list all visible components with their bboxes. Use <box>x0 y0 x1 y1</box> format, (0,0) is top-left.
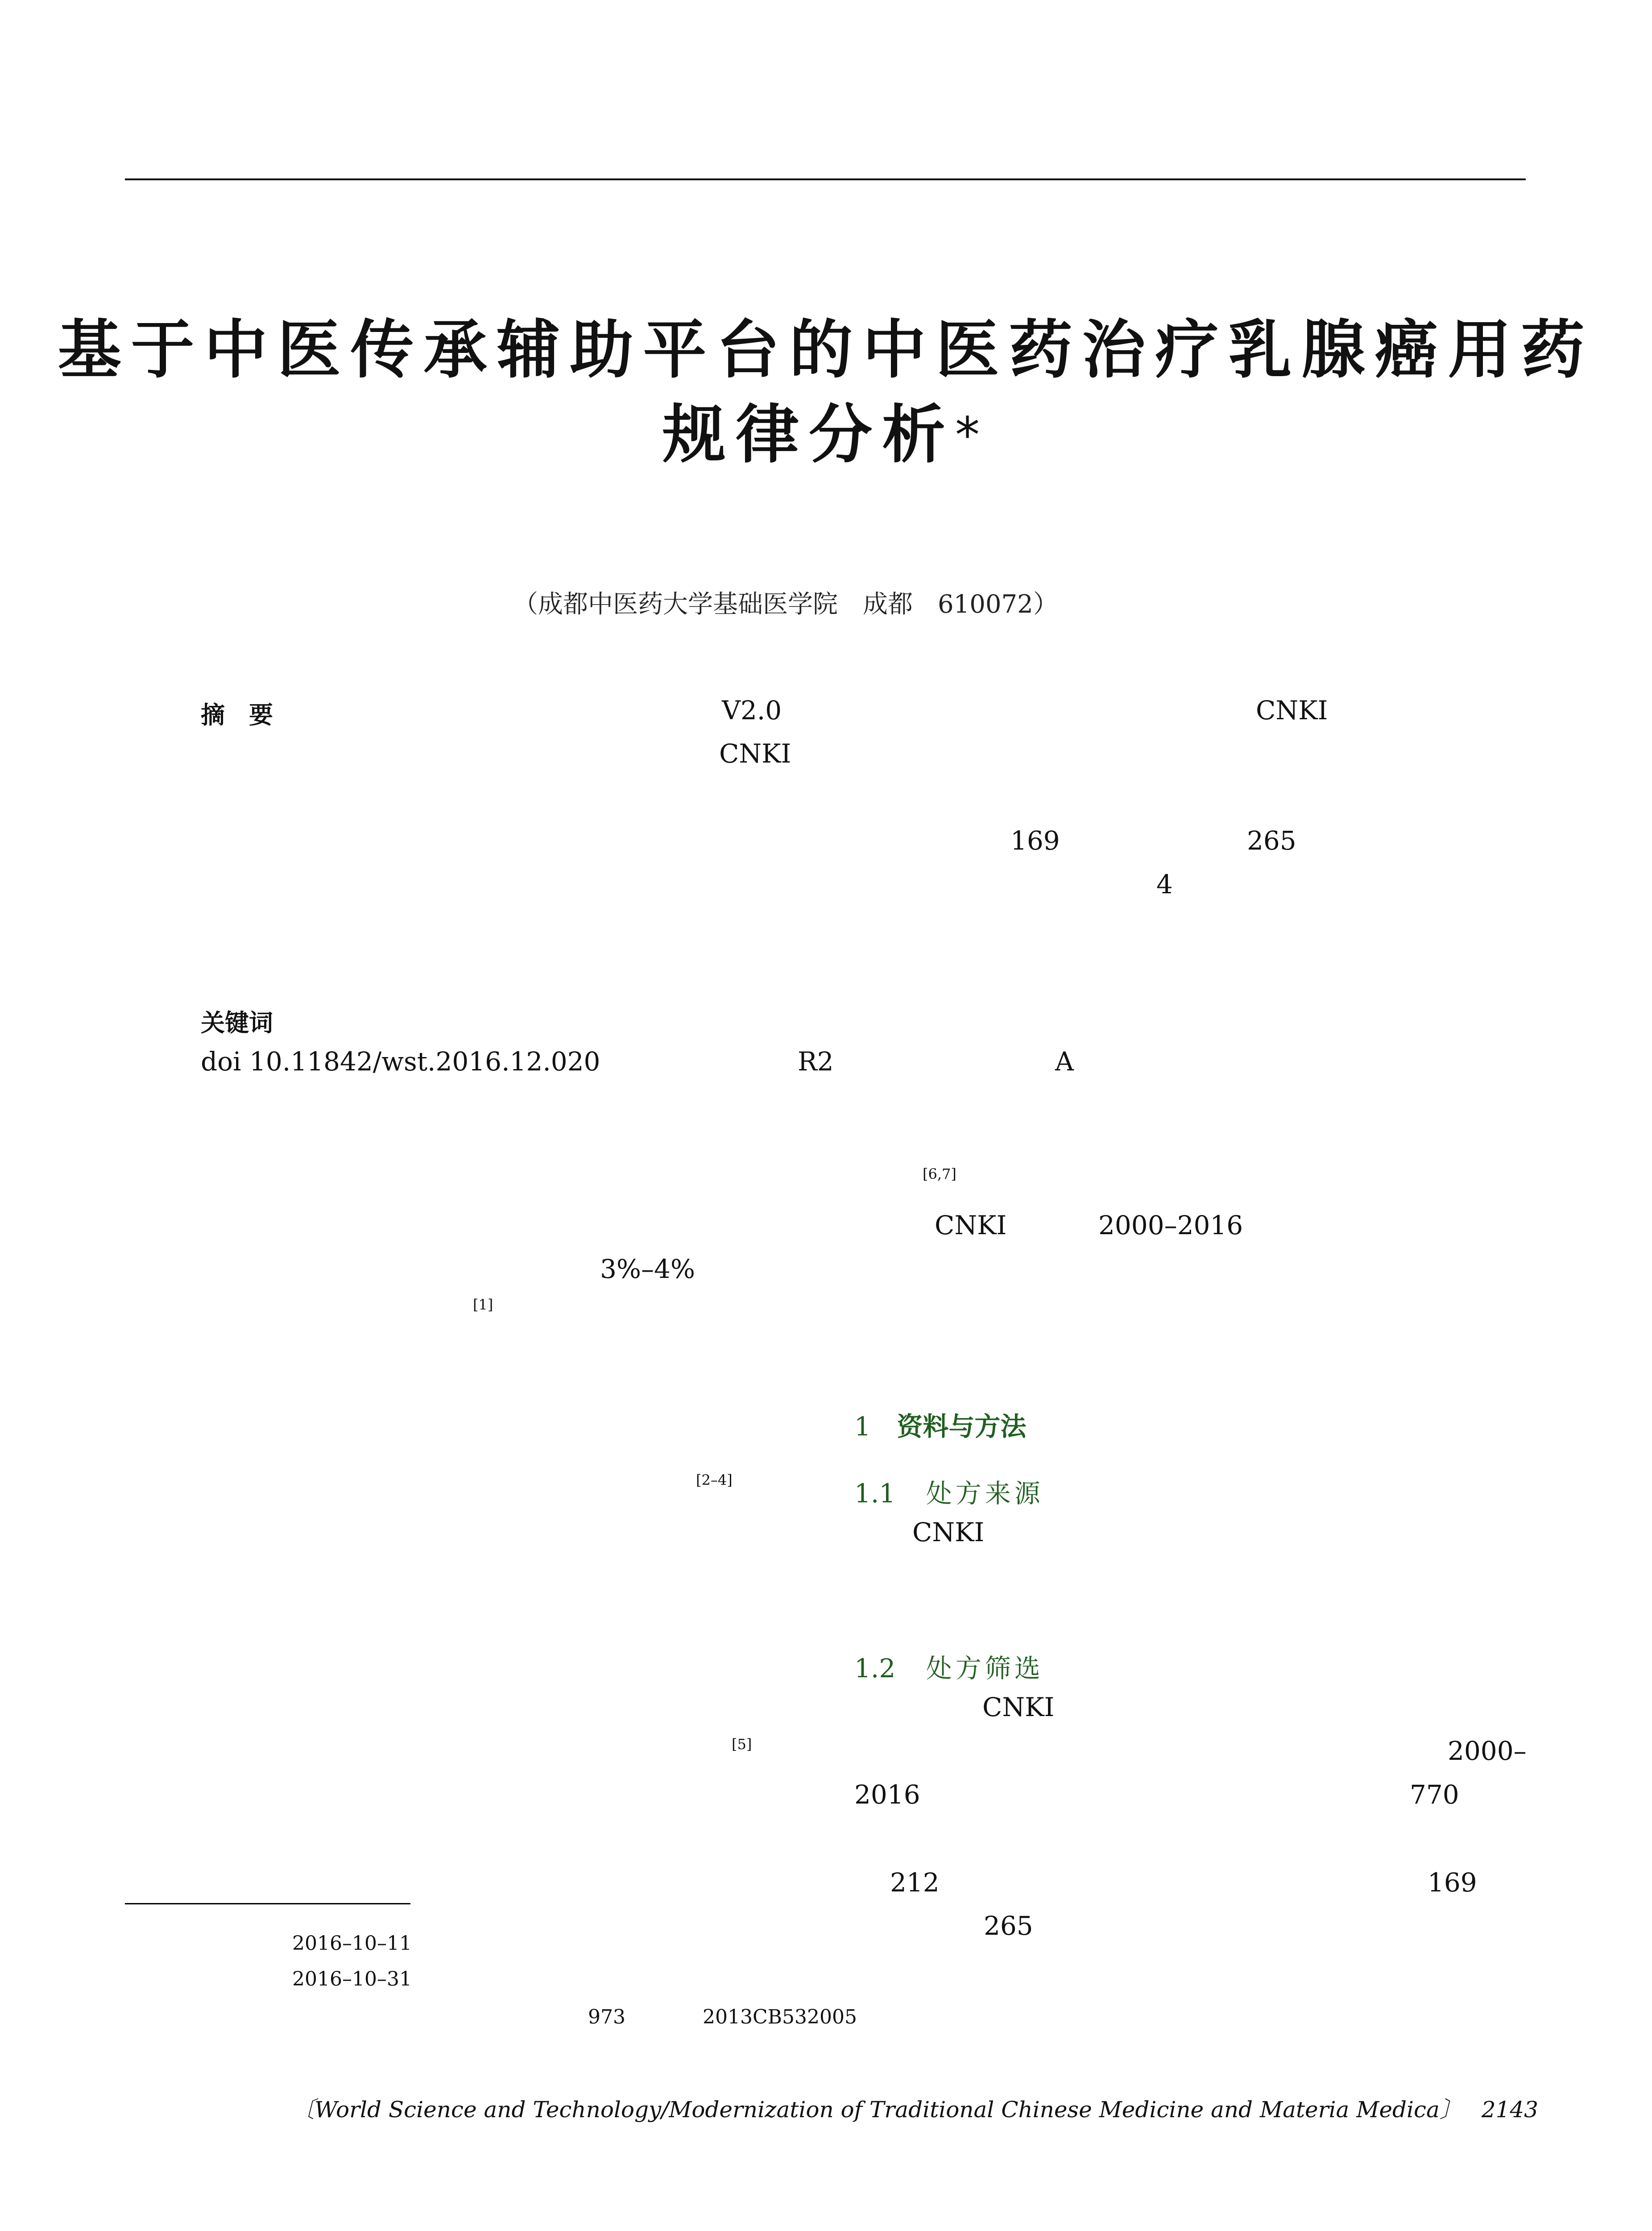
received-date: 2016–10–11 <box>292 1932 412 1955</box>
keywords-label: 关键词 <box>201 1009 273 1037</box>
abstract-text: V2.0 <box>722 695 782 726</box>
database-name: CNKI <box>982 1692 1055 1722</box>
year-start: 2000– <box>1448 1736 1527 1766</box>
clc-number: R2 <box>798 1046 834 1077</box>
citation: [6,7] <box>923 1165 956 1182</box>
year-range: 2000–2016 <box>1098 1210 1243 1240</box>
section-heading-1-1 <box>854 1472 1044 1510</box>
header-rule <box>125 178 1526 180</box>
abstract-label: 摘 要 <box>201 701 273 729</box>
abstract-text: 169 <box>1010 825 1060 856</box>
incidence-percent: 3%–4% <box>600 1254 696 1284</box>
title-line-2-text: 规律分析 <box>662 398 955 472</box>
affiliation: （成都中医药大学基础医学院 成都 610072） <box>513 590 1058 619</box>
footnote-rule <box>125 1903 410 1904</box>
abstract-text: CNKI <box>1256 695 1328 726</box>
section-number: 1.1 <box>854 1478 896 1509</box>
year-end: 2016 <box>854 1779 920 1810</box>
journal-footer <box>292 2092 1538 2124</box>
title-footnote-star: * <box>955 406 990 464</box>
section-heading-1 <box>854 1406 1026 1443</box>
section-number: 1.2 <box>854 1653 896 1684</box>
citation: [2–4] <box>696 1472 733 1489</box>
database-name: CNKI <box>912 1517 985 1547</box>
title-line-2 <box>0 393 1652 477</box>
abstract-text: 265 <box>1247 825 1296 856</box>
journal-name: 〔World Science and Technology/Modernization of Traditional Chinese Medicine and Materia Medica〕 <box>292 2097 1462 2123</box>
count: 212 <box>890 1867 940 1898</box>
article-title <box>0 308 1652 477</box>
database-name: CNKI <box>935 1210 1007 1240</box>
citation: [5] <box>732 1736 752 1753</box>
count: 169 <box>1428 1867 1477 1898</box>
revised-date: 2016–10–31 <box>292 1968 412 1990</box>
count: 265 <box>984 1911 1033 1941</box>
page-number: 2143 <box>1481 2097 1538 2123</box>
section-title: 处方筛选 <box>926 1653 1044 1684</box>
section-heading-1-2 <box>854 1647 1044 1685</box>
fund-program: 973 <box>588 2006 625 2028</box>
abstract-text: CNKI <box>719 738 791 769</box>
fund-number: 2013CB532005 <box>703 2006 857 2028</box>
section-title: 处方来源 <box>926 1478 1044 1509</box>
citation: [1] <box>473 1296 493 1313</box>
section-title: 资料与方法 <box>897 1411 1027 1442</box>
abstract-text: 4 <box>1156 869 1173 900</box>
count: 770 <box>1410 1779 1459 1810</box>
title-line-1: 基于中医传承辅助平台的中医药治疗乳腺癌用药 <box>58 313 1594 387</box>
doi: doi 10.11842/wst.2016.12.020 <box>201 1046 600 1077</box>
document-code: A <box>1055 1046 1074 1077</box>
section-number: 1 <box>854 1411 871 1442</box>
